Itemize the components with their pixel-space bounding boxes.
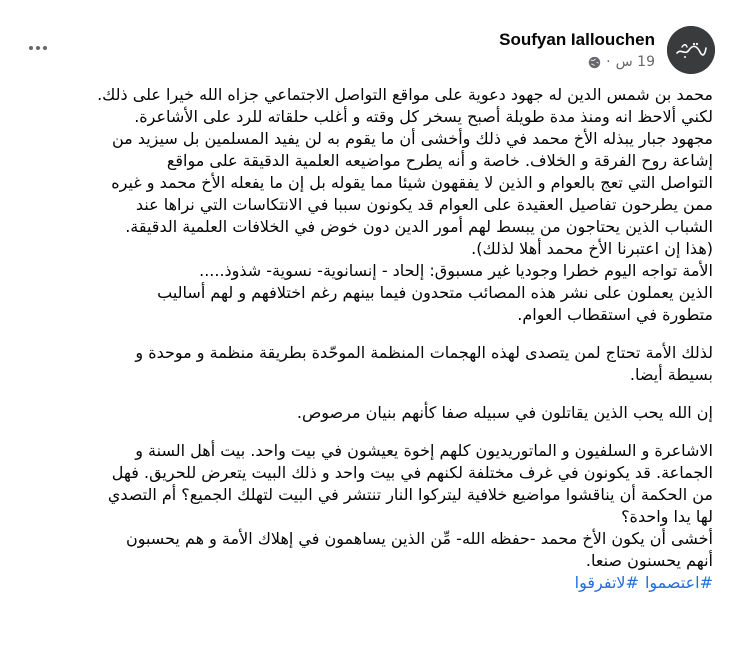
text-line: محمد بن شمس الدين له جهود دعوية على مواقع التواصل الاجتماعي جزاه الله خيرا على ذلك. xyxy=(97,85,713,104)
text-line: الأمة تواجه اليوم خطرا وجوديا غير مسبوق: إلحاد - إنسانوية- نسوية- شذوذ..... xyxy=(199,261,713,280)
text-line: لذلك الأمة تحتاج لمن يتصدى لهذه الهجمات المنظمة الموحّدة بطريقة منظمة و موحدة و xyxy=(135,343,713,362)
text-line: الشباب الذين يحتاجون من يبسط لهم أمور الدين دون خوض في الخلافات العلمية الدقيقة. xyxy=(125,217,713,236)
text-line: بسيطة أيضا. xyxy=(629,365,713,384)
text-line: من الحكمة أن يناقشوا مواضيع خلافية ليتركوا النار تنتشر في البيت لتهلك الجميع؟ أم التصدي xyxy=(107,485,713,504)
paragraph xyxy=(20,84,713,260)
globe-icon[interactable] xyxy=(588,56,601,69)
hashtag-link[interactable]: #لاتفرقوا xyxy=(574,573,639,592)
text-line: ممن يطرحون تفاصيل العقيدة على العوام قد يكونون سببا في الانتكاسات التي نراها عند xyxy=(135,195,713,214)
text-line: متطورة في استقطاب العوام. xyxy=(517,305,713,324)
text-line: الاشاعرة و السلفيون و الماتوريديون كلهم إخوة يعيشون في بيت واحد. بيت أهل السنة و xyxy=(135,441,713,460)
paragraph xyxy=(20,260,713,326)
post-body xyxy=(20,84,713,594)
paragraph xyxy=(20,440,713,528)
dot-icon xyxy=(43,46,47,50)
text-line: التواصل التي تعج بالعوام و الذين لا يفقهون شيئا مما يقوله بل إن ما يفعله الأخ محمد و غيره xyxy=(111,173,713,192)
text-line: (هذا إن اعتبرنا الأخ محمد أهلا لذلك). xyxy=(471,239,713,258)
text-line: مجهود جبار يبذله الأخ محمد في ذلك وأخشى أن ما يقوم به لن يفيد المسلمين بل سيزيد من xyxy=(111,129,713,148)
avatar-calligraphy-icon xyxy=(667,26,715,74)
text-line: لكني ألاحظ انه ومنذ مدة طويلة أصبح يسخر كل وقته و أغلب حلقاته للرد على الأشاعرة. xyxy=(134,107,713,126)
meta-separator: · xyxy=(606,54,611,70)
hashtag-link[interactable]: #اعتصموا xyxy=(644,573,713,592)
text-line: إن الله يحب الذين يقاتلون في سبيله صفا كأنهم بنيان مرصوص. xyxy=(296,403,713,422)
text-line: أخشى أن يكون الأخ محمد -حفظه الله- مِّن الذين يساهمون في إهلاك الأمة و هم يحسبون xyxy=(125,529,713,548)
text-line: الذين يعملون على نشر هذه المصائب متحدون فيما بينهم رغم اختلافهم و لهم أساليب xyxy=(157,283,713,302)
post-header xyxy=(18,20,715,80)
post-subline xyxy=(588,54,655,70)
dot-icon xyxy=(29,46,33,50)
text-line: أنهم يحسنون صنعا. xyxy=(585,551,713,570)
post-time[interactable]: 19 س xyxy=(615,54,655,70)
text-line: الجماعة. قد يكونون في غرف مختلفة لكنهم في بيت واحد و ذلك البيت يتعرض للحريق. فهل xyxy=(111,463,713,482)
avatar[interactable] xyxy=(667,26,715,74)
hashtag-row xyxy=(20,572,713,594)
paragraph xyxy=(20,342,713,386)
text-line: إشاعة روح الفرقة و الخلاف. خاصة و أنه يطرح مواضيعه العلمية الدقيقة على مواقع xyxy=(166,151,713,170)
paragraph xyxy=(20,528,713,572)
more-options-button[interactable] xyxy=(20,30,56,66)
post-meta xyxy=(499,30,655,70)
dot-icon xyxy=(36,46,40,50)
text-line: لها يدا واحدة؟ xyxy=(621,507,713,526)
paragraph xyxy=(20,402,713,424)
author-name[interactable]: Soufyan Iallouchen xyxy=(499,30,655,49)
